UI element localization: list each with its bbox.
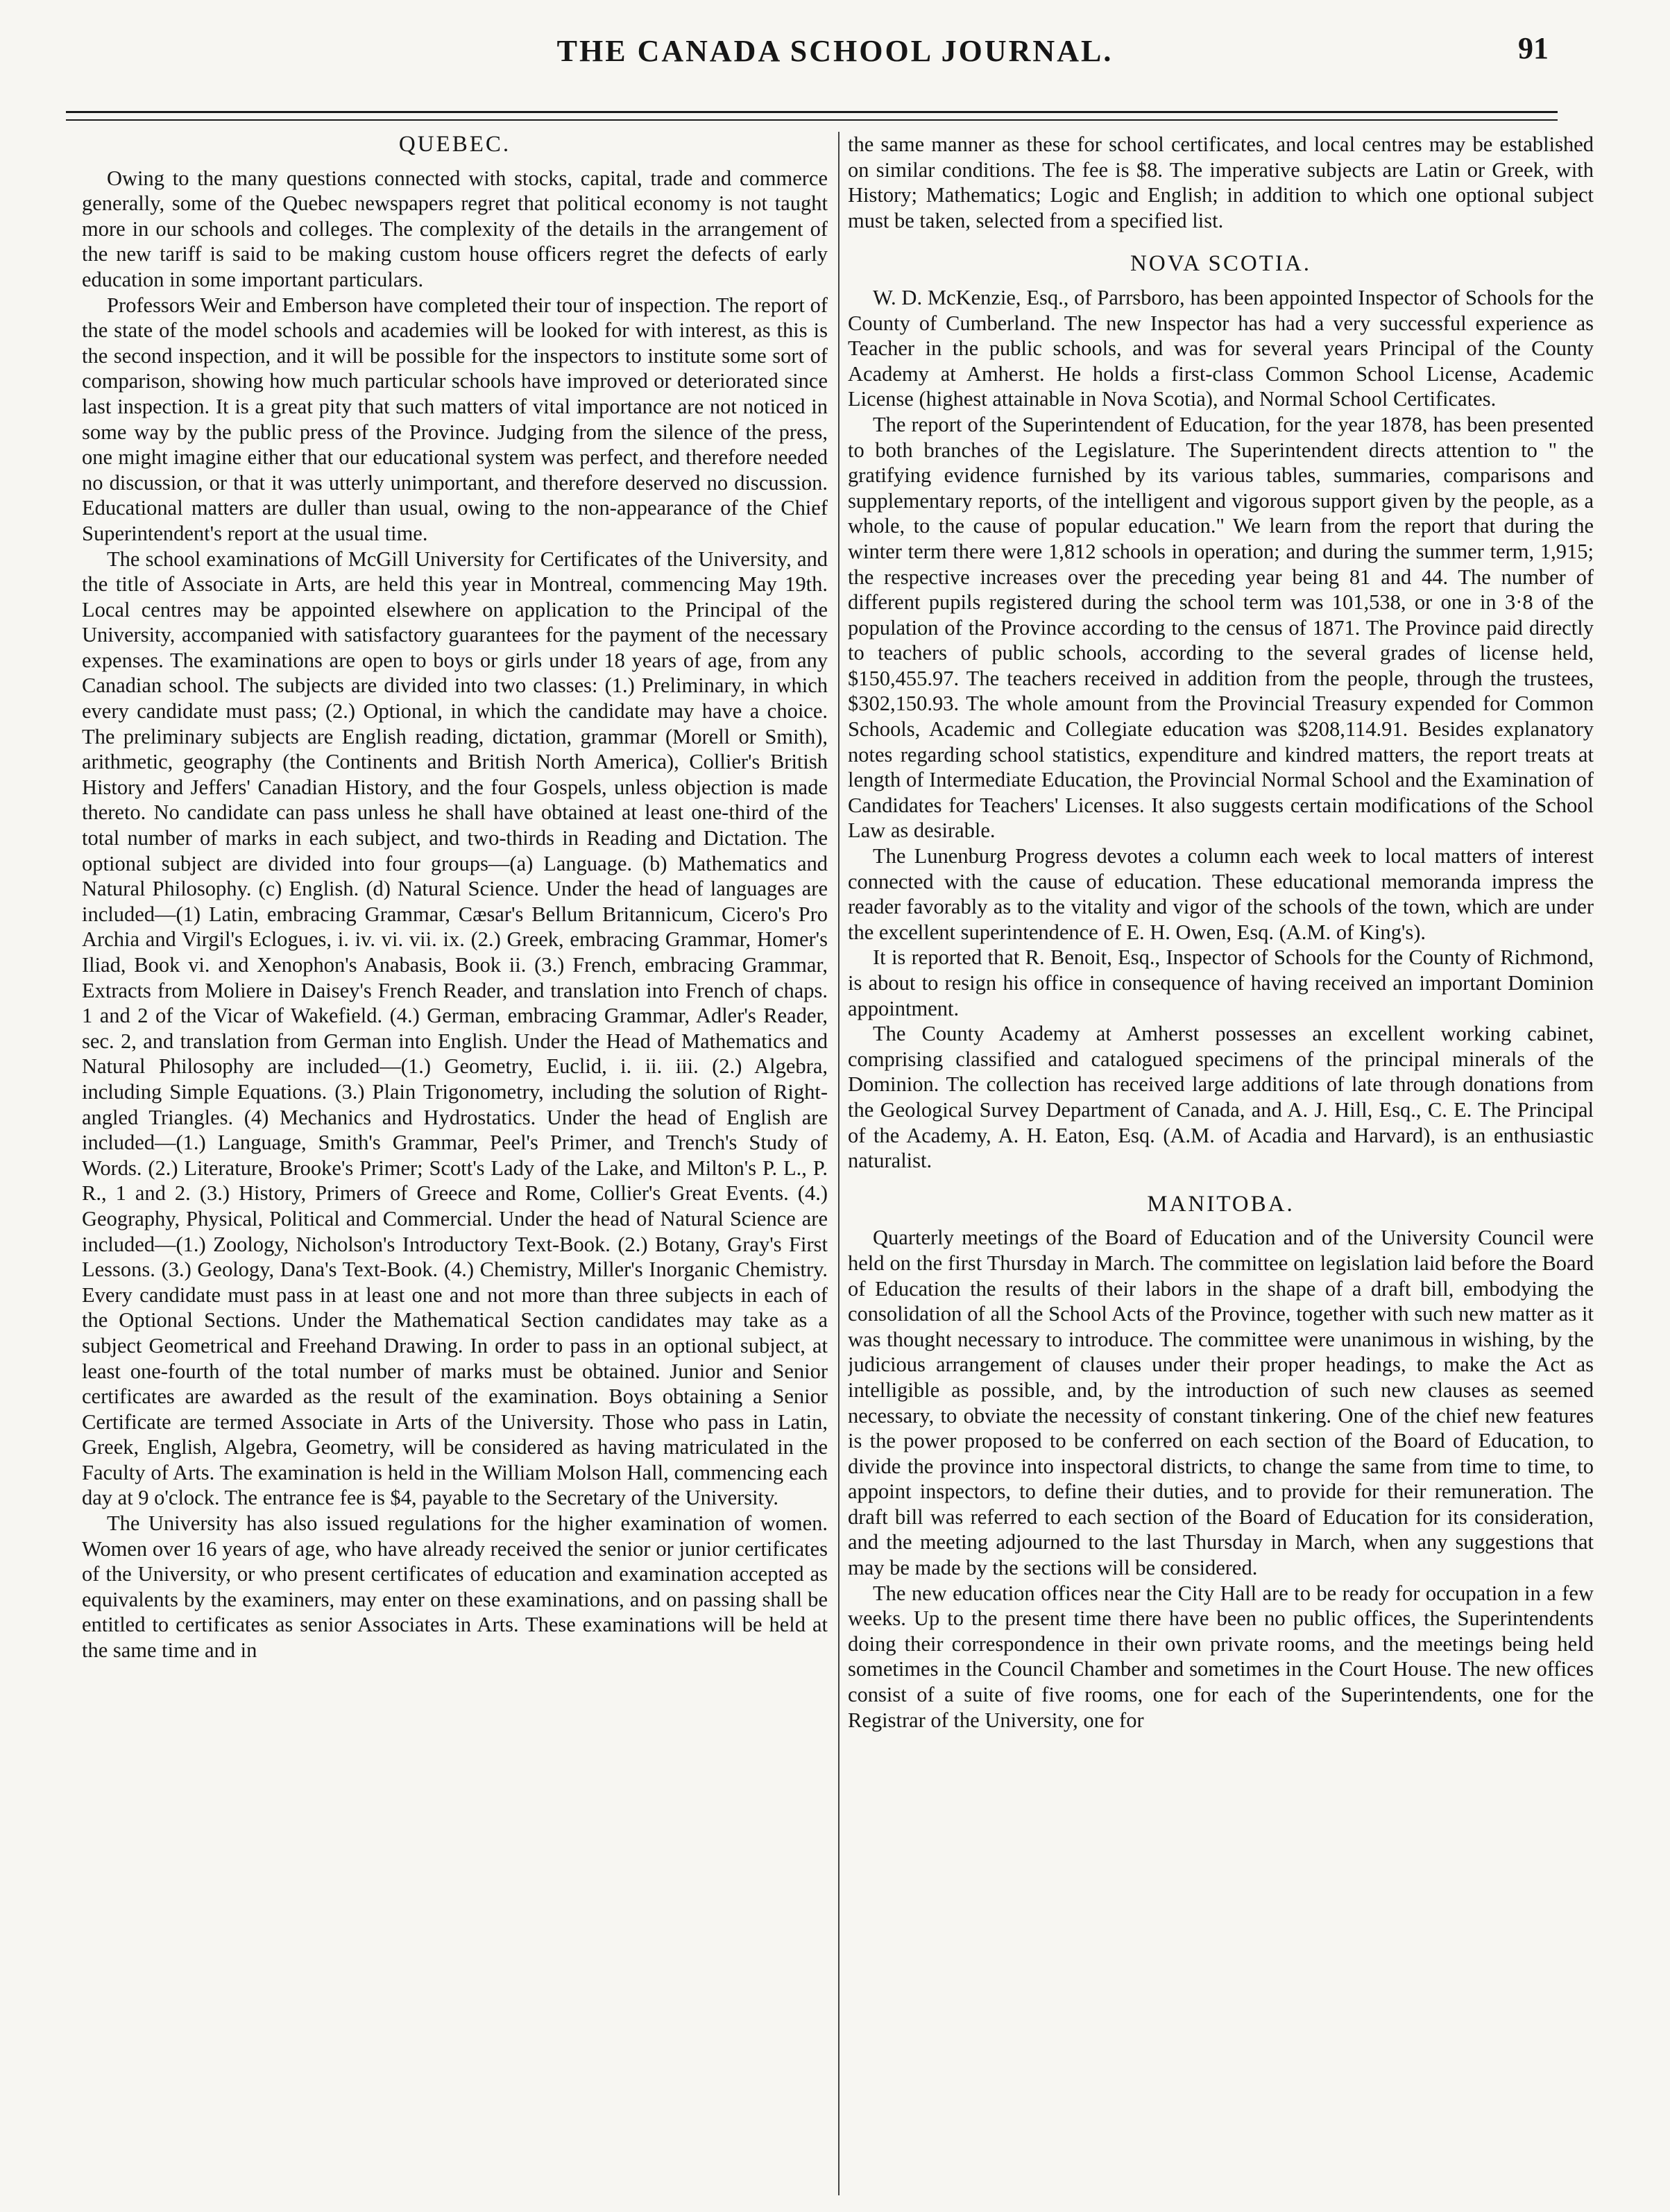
right-column [848,132,1594,2195]
paragraph-nova-amherst-cabinet: The County Academy at Amherst possesses an excellent working cabinet, comprising classified and catalogued specimens of the principal minerals of the Dominion. The collection has received large additions of late through donations from the Geological Survey Department of Canada, and A. J. Hill, Esq., C. E. The Principal of the Academy, A. H. Eaton, Esq. (A.M. of Acadia and Harvard), is an enthusiastic naturalist. [848,1022,1594,1173]
paragraph-quebec-inspection: Professors Weir and Emberson have completed their tour of inspection. The report of the state of the model schools and academies will be looked for with interest, as this is the second inspection, and it will be possible for the inspectors to institute some sort of comparison, showing how much particular schools have improved or deteriorated since last inspection. It is a great pity that such matters of vital importance are not noticed in some way by the public press of the Province. Judging from the silence of the press, one might imagine either that our educational system was perfect, and therefore needed no discussion, or that it was utterly unimportant, and therefore deserved no discussion. Educational matters are duller than usual, owing to the non-appearance of the Chief Superintendent's report at the usual time. [82,293,828,545]
paragraph-quebec-economy: Owing to the many questions connected with stocks, capital, trade and commerce generally, some of the Quebec newspapers regret that political economy is not taught more in our schools and colleges. The complexity of the details in the arrangement of the new tariff is said to be making custom house officers regret the defects of early education in some important particulars. [82,166,828,291]
paragraph-nova-lunenburg: The Lunenburg Progress devotes a column each week to local matters of interest connected with the cause of education. These educational memoranda impress the reader favorably as to the vitality and vigor of the schools of the town, which are under the excellent superintendence of E. H. Owen, Esq. (A.M. of King's). [848,844,1594,944]
paragraph-manitoba-offices: The new education offices near the City Hall are to be ready for occupation in a few weeks. Up to the present time there have been no public offices, the Superintendents doing their correspondence in their own private rooms, and the meetings being held sometimes in the Council Chamber and sometimes in the Court House. The new offices consist of a suite of five rooms, one for each of the Superintendents, one for the Registrar of the University, one for [848,1581,1594,1732]
header-rule-top [66,111,1558,113]
section-heading-manitoba: MANITOBA. [1147,1191,1295,1217]
section-heading-nova-scotia: NOVA SCOTIA. [1130,251,1311,277]
left-column [82,132,828,2195]
paragraph-nova-benoit: It is reported that R. Benoit, Esq., Inspector of Schools for the County of Richmond, is about to resign his office in consequence of having received an important Dominion appointment. [848,945,1594,1020]
paragraph-quebec-continued: the same manner as these for school certificates, and local centres may be established on similar conditions. The fee is $8. The imperative subjects are Latin or Greek, with History; Mathematics; Logic and English; in addition to which one optional subject must be taken, selected from a specified list. [848,132,1594,232]
paragraph-quebec-women-exams: The University has also issued regulations for the higher examination of women. Women over 16 years of age, who have already received the senior or junior certificates of the University, or who present certificates of education and examination accepted as equivalents by the examiners, may enter on these examinations, and on passing shall be entitled to certificates as senior Associates in Arts. These examinations will be held at the same time and in [82,1511,828,1663]
paragraph-nova-mckenzie: W. D. McKenzie, Esq., of Parrsboro, has been appointed Inspector of Schools for the County of Cumberland. The new Inspector has had a very successful experience as Teacher in the public schools, and was for several years Principal of the County Academy at Amherst. He holds a first-class Common School License, Academic License (highest attainable in Nova Scotia), and Normal School Certificates. [848,285,1594,411]
header-rule-bottom [66,119,1558,121]
paragraph-nova-report: The report of the Superintendent of Education, for the year 1878, has been presented to both branches of the Legislature. The Superintendent directs attention to " the gratifying evidence furnished by its various tables, summaries, comparisons and supplementary reports, of the intelligent and vigorous support given by the people, as a whole, to the cause of popular education." We learn from the report that during the winter term there were 1,812 schools in operation; and during the summer term, 1,915; the respective increases over the preceding year being 81 and 44. The number of different pupils registered during the school term was 101,538, or one in 3·8 of the population of the Province according to the census of 1871. The Province paid directly to teachers of public schools, according to the several grades of license held, $150,455.97. The teachers received in addition from the people, through the trustees, $302,150.93. The whole amount from the Provincial Treasury expended for Common Schools, Academic and Collegiate education was $208,114.91. Besides explanatory notes regarding school statistics, expenditure and kindred matters, the report treats at length of Intermediate Education, the Provincial Normal School and the Examination of Candidates for Teachers' Licenses. It also suggests certain modifications of the School Law as desirable. [848,412,1594,843]
running-title: THE CANADA SCHOOL JOURNAL. [556,34,1114,68]
paragraph-quebec-mcgill-exams: The school examinations of McGill University for Certificates of the University, and the title of Associate in Arts, are held this year in Montreal, commencing May 19th. Local centres may be appointed elsewhere on application to the Principal of the University, accompanied with satisfactory guarantees for the payment of the necessary expenses. The examinations are open to boys or girls under 18 years of age, from any Canadian school. The subjects are divided into two classes: (1.) Preliminary, in which every candidate must pass; (2.) Optional, in which the candidate may have a choice. The preliminary subjects are English reading, dictation, grammar (Morell or Smith), arithmetic, geography (the Continents and British North America), Collier's British History and Jeffers' Canadian History, and the four Gospels, unless objection is made thereto. No candidate can pass unless he shall have obtained at least one-third of the total number of marks in each subject, and two-thirds in Reading and Dictation. The optional subject are divided into four groups—(a) Language. (b) Mathematics and Natural Philosophy. (c) English. (d) Natural Science. Under the head of languages are included—(1) Latin, embracing Grammar, Cæsar's Bellum Britannicum, Cicero's Pro Archia and Virgil's Eclogues, i. iv. vi. vii. ix. (2.) Greek, embracing Grammar, Homer's Iliad, Book vi. and Xenophon's Anabasis, Book ii. (3.) French, embracing Grammar, Extracts from Moliere in Daisey's French Reader, and translation into French of chaps. 1 and 2 of the Vicar of Wakefield. (4.) German, embracing Grammar, Adler's Reader, sec. 2, and translation from German into English. Under the Head of Mathematics and Natural Philosophy are included—(1.) Geometry, Euclid, i. ii. iii. (2.) Algebra, including Simple Equations. (3.) Plain Trigonometry, including the solution of Right-angled Triangles. (4) Mechanics and Hydrostatics. Under the head of English are included—(1.) Language, Smith's Grammar, Peel's Primer, and Trench's Study of Words. (2.) Literature, Brooke's Primer; Scott's Lady of the Lake, and Milton's P. L., P. R., 1 and 2. (3.) History, Primers of Greece and Rome, Collier's Great Events. (4.) Geography, Physical, Political and Commercial. Under the head of Natural Science are included—(1.) Zoology, Nicholson's Introductory Text-Book. (2.) Botany, Gray's First Lessons. (3.) Geology, Dana's Text-Book. (4.) Chemistry, Miller's Inorganic Chemistry. Every candidate must pass in at least one and not more than three subjects in each of the Optional Sections. Under the Mathematical Section candidates may take as a subject Geometrical and Freehand Drawing. In order to pass in an optional subject, at least one-fourth of the total number of marks must be obtained. Junior and Senior certificates are awarded as the result of the examination. Boys obtaining a Senior Certificate are termed Associate in Arts of the University. Those who pass in Latin, Greek, English, Algebra, Geometry, will be considered as having matriculated in the Faculty of Arts. The examination is held in the William Molson Hall, commencing each day at 9 o'clock. The entrance fee is $4, payable to the Secretary of the University. [82,547,828,1510]
section-heading-quebec: QUEBEC. [398,132,511,157]
paragraph-manitoba-meetings: Quarterly meetings of the Board of Education and of the University Council were held on the first Thursday in March. The committee on legislation laid before the Board of Education the results of their labors in the shape of a draft bill, embodying the consolidation of all the School Acts of the Province, together with such new matter as it was thought necessary to introduce. The committee were unanimous in wishing, by the judicious arrangement of clauses under their proper headings, to make the Act as intelligible as possible, and, by the introduction of such new clauses as seemed necessary, to obviate the necessity of constant tinkering. One of the chief new features is the power proposed to be conferred on each section of the Board of Education, to divide the province into inspectoral districts, to change the same from time to time, to appoint inspectors, to define their duties, and to provide for their remuneration. The draft bill was referred to each section of the Board of Education for its consideration, and the meeting adjourned to the last Thursday in March, when any suggestions that may be made by the sections will be considered. [848,1226,1594,1580]
column-divider [838,132,840,2195]
page-number: 91 [1518,31,1549,65]
